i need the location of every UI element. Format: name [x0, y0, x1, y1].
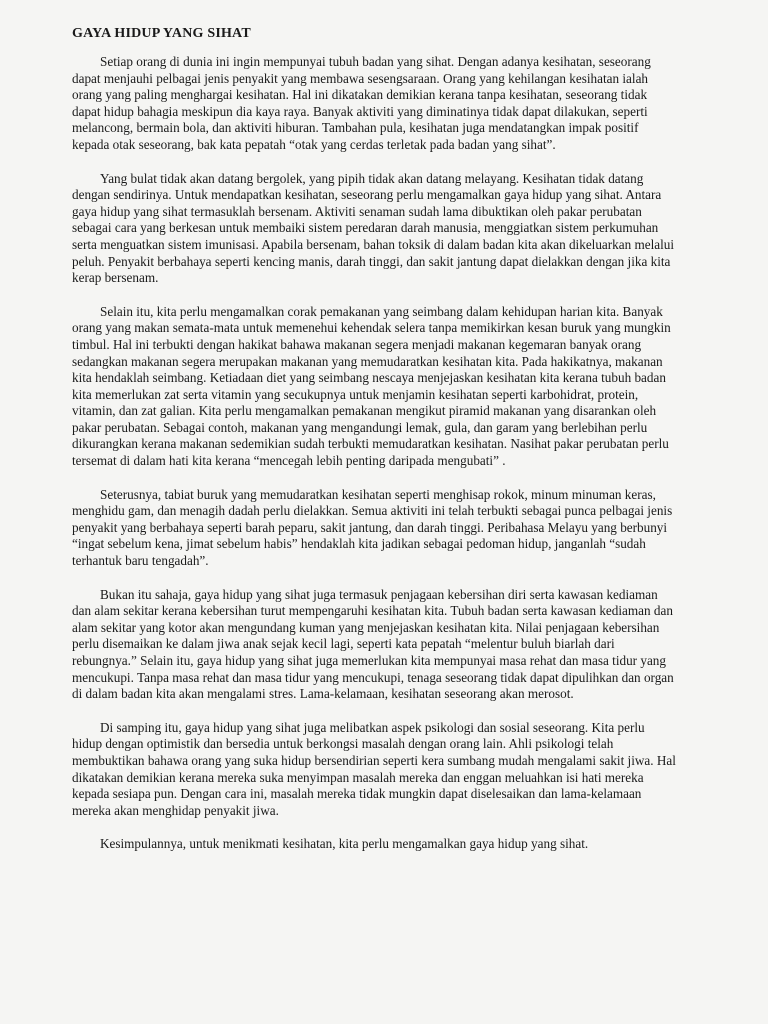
paragraph-6: Di samping itu, gaya hidup yang sihat juga melibatkan aspek psikologi dan sosial seseorang. Kita perlu hidup dengan optimistik dan bersedia untuk berkongsi masalah dengan orang lain. Ahli psikologi telah membuktikan bahawa orang yang suka hidup bersendirian seperti kera sumbang mudah mengalami sakit jiwa. Hal dikatakan demikian kerana mereka suka menyimpan masalah mereka dan enggan meluahkan isi hati mereka kepada sesiapa pun. Dengan cara ini, masalah mereka tidak mungkin dapat diselesaikan dan lama-kelamaan mereka akan menghidap penyakit jiwa.: [72, 719, 676, 818]
paragraph-2: Yang bulat tidak akan datang bergolek, yang pipih tidak akan datang melayang. Kesihatan tidak datang dengan sendirinya. Untuk mendapatkan kesihatan, seseorang perlu mengamalkan gaya hidup yang sihat. Antara gaya hidup yang sihat termasuklah bersenam. Aktiviti senaman sudah lama dibuktikan oleh pakar perubatan sebagai cara yang berkesan untuk membaiki sistem peredaran darah manusia, menggiatkan sistem perkumuhan serta menguatkan sistem imunisasi. Apabila bersenam, bahan toksik di dalam badan kita akan dikeluarkan melalui peluh. Penyakit berbahaya seperti kencing manis, darah tinggi, dan sakit jantung dapat dielakkan dengan jika kita kerap bersenam.: [72, 170, 675, 286]
paragraph-4: Seterusnya, tabiat buruk yang memudaratkan kesihatan seperti menghisap rokok, minum minuman keras, menghidu gam, dan menagih dadah perlu dielakkan. Semua aktiviti ini telah terbukti sebagai punca pelbagai jenis penyakit yang berbahaya seperti barah peparu, sakit jantung, dan darah tinggi. Peribahasa Melayu yang berbunyi “ingat sebelum kena, jimat sebelum habis” hendaklah kita jadikan sebagai pedoman hidup, janganlah “sudah terhantuk baru tengadah”.: [72, 486, 673, 569]
paragraph-1: Setiap orang di dunia ini ingin mempunyai tubuh badan yang sihat. Dengan adanya kesihatan, seseorang dapat menjauhi pelbagai jenis penyakit yang membawa sesengsaraan. Orang yang kehilangan kesihatan ialah orang yang paling menghargai kesihatan. Hal ini dikatakan demikian kerana tanpa kesihatan, seseorang tidak dapat hidup bahagia meskipun dia kaya raya. Banyak aktiviti yang diminatinya tidak dapat dilakukan, seperti melancong, bermain bola, dan aktiviti hiburan. Tambahan pula, kesihatan juga mendatangkan impak positif kepada otak seseorang, bak kata pepatah “otak yang cerdas terletak pada badan yang sihat”.: [72, 54, 651, 152]
paragraph-7: Kesimpulannya, untuk menikmati kesihatan, kita perlu mengamalkan gaya hidup yang sihat.: [100, 836, 589, 852]
document-title: GAYA HIDUP YANG SIHAT: [72, 26, 251, 41]
paragraph-5: Bukan itu sahaja, gaya hidup yang sihat juga termasuk penjagaan kebersihan diri serta kawasan kediaman dan alam sekitar kerana kebersihan turut mempengaruhi kesihatan kita. Tubuh badan serta kawasan kediaman dan alam sekitar yang kotor akan mengundang kuman yang menjejaskan kesihatan kita. Nilai penjagaan kebersihan perlu disemaikan ke dalam jiwa anak sejak kecil lagi, seperti kata pepatah “melentur buluh biarlah dari rebungnya.” Selain itu, gaya hidup yang sihat juga memerlukan kita mempunyai masa rehat dan masa tidur yang mencukupi. Tanpa masa rehat dan masa tidur yang mencukupi, tenaga seseorang tidak dapat dipulihkan dan organ di dalam badan kita akan mengalami stres. Lama-kelamaan, kesihatan seseorang akan merosot.: [72, 586, 674, 702]
paragraph-3: Selain itu, kita perlu mengamalkan corak pemakanan yang seimbang dalam kehidupan harian kita. Banyak orang yang makan semata-mata untuk memenehui kehendak selera tanpa memikirkan kesan buruk yang mungkin timbul. Hal ini terbukti dengan hakikat bahawa makanan segera menjadi makanan kegemaran banyak orang sedangkan makanan segera merupakan makanan yang memudaratkan kesihatan kita. Pada hakikatnya, makanan kita hendaklah seimbang. Ketiadaan diet yang seimbang nescaya menjejaskan kesihatan kita kerana tubuh badan kita memerlukan zat serta vitamin yang secukupnya untuk menjamin kesihatan seperti karbohidrat, protein, vitamin, dan zat galian. Kita perlu mengamalkan pemakanan mengikut piramid makanan yang disarankan oleh pakar perubatan. Sebagai contoh, makanan yang mengandungi lemak, gula, dan garam yang berlebihan perlu dikurangkan kerana makanan sedemikian sudah terbukti memudaratkan kesihatan. Nasihat pakar perubatan perlu tersemat di dalam hati kita kerana “mencegah lebih penting daripada mengubati” .: [72, 303, 671, 469]
